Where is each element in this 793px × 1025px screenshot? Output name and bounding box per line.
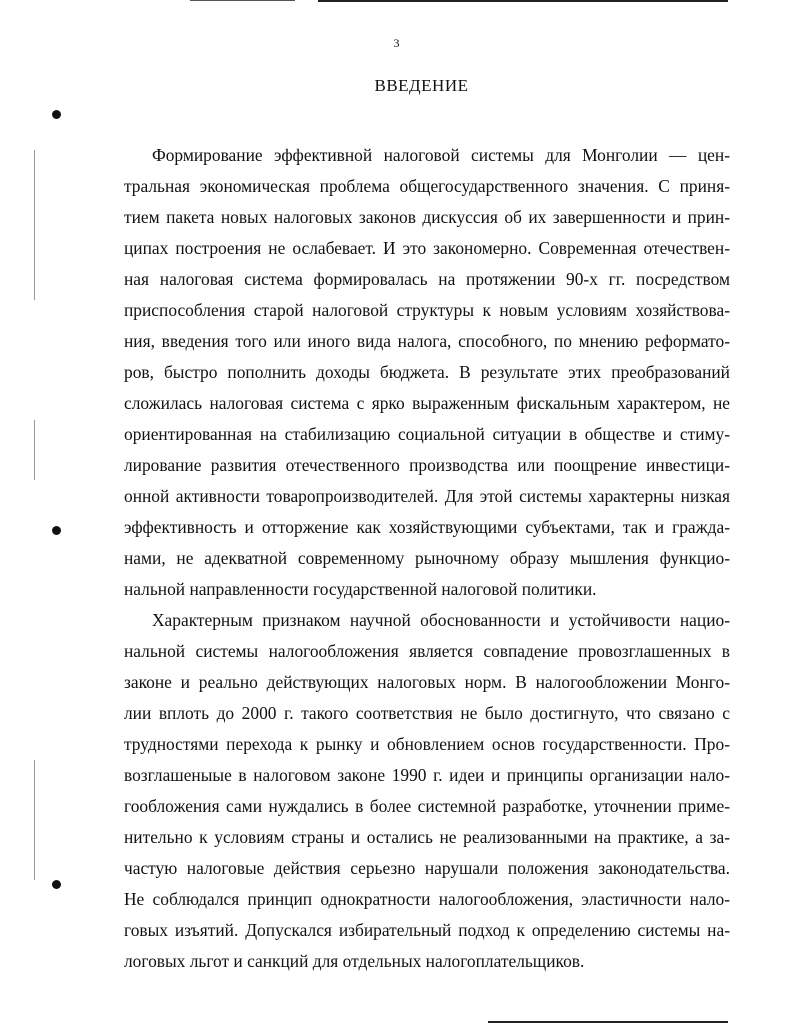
text-line: нальной направленности государственной налоговой политики. <box>124 579 597 599</box>
text-line: логовых льгот и санкций для отдельных налогоплательщиков. <box>124 951 585 971</box>
paragraph-1 <box>124 140 730 605</box>
text-line: частую налоговые действия серьезно нарушали положения законодательства. <box>124 858 730 878</box>
text-line: возглашеныые в налоговом законе 1990 г. идеи и принципы организации нало- <box>124 765 730 785</box>
text-line: ципах построения не ослабевает. И это закономерно. Современная отечествен- <box>124 238 730 258</box>
body-text <box>124 140 730 977</box>
text-line: трудностями перехода к рынку и обновлением основ государственности. Про- <box>124 734 730 754</box>
text-line: приспособления старой налоговой структуры к новым условиям хозяйствова- <box>124 300 730 320</box>
scan-bottom-rule <box>488 1021 728 1023</box>
text-line: онной активности товаропроизводителей. Для этой системы характерны низкая <box>124 486 730 506</box>
text-line: лии вплоть до 2000 г. такого соответствия не было достигнуто, что связано с <box>124 703 730 723</box>
left-margin-line <box>34 760 35 880</box>
scan-top-rule-left <box>190 0 295 1</box>
page-title: ВВЕДЕНИЕ <box>374 76 469 95</box>
text-line: нительно к условиям страны и остались не реализованными на практике, а за- <box>124 827 730 847</box>
text-line: нами, не адекватной современному рыночному образу мышления функцио- <box>124 548 730 568</box>
text-line: гообложения сами нуждались в более системной разработке, уточнении приме- <box>124 796 730 816</box>
text-line: Характерным признаком научной обоснованности и устойчивости нацио- <box>152 610 730 630</box>
text-line: говых изъятий. Допускался избирательный подход к определению системы на- <box>124 920 730 940</box>
binding-hole-mark <box>52 110 61 119</box>
text-line: тием пакета новых налоговых законов дискуссия об их завершенности и прин- <box>124 207 730 227</box>
left-margin-line <box>34 420 35 480</box>
text-line: Формирование эффективной налоговой системы для Монголии — цен- <box>152 145 730 165</box>
paragraph-2 <box>124 605 730 977</box>
scan-top-rule-right <box>318 0 728 2</box>
text-line: ров, быстро пополнить доходы бюджета. В результате этих преобразований <box>124 362 730 382</box>
binding-hole-mark <box>52 880 61 889</box>
text-line: сложилась налоговая система с ярко выраженным фискальным характером, не <box>124 393 730 413</box>
text-line: ная налоговая система формировалась на протяжении 90-х гг. посредством <box>124 269 730 289</box>
text-line: ориентированная на стабилизацию социальной ситуации в обществе и стиму- <box>124 424 730 444</box>
page-number: 3 <box>393 36 400 50</box>
text-line: тральная экономическая проблема общегосударственного значения. С приня- <box>124 176 730 196</box>
binding-hole-mark <box>52 526 61 535</box>
text-line: нальной системы налогообложения является совпадение провозглашенных в <box>124 641 730 661</box>
text-line: лирование развития отечественного производства или поощрение инвестици- <box>124 455 730 475</box>
text-line: Не соблюдался принцип однократности налогообложения, эластичности нало- <box>124 889 730 909</box>
text-line: законе и реально действующих налоговых норм. В налогообложении Монго- <box>124 672 730 692</box>
text-line: ния, введения того или иного вида налога, способного, по мнению реформато- <box>124 331 730 351</box>
left-margin-line <box>34 150 35 300</box>
text-line: эффективность и отторжение как хозяйствующими субъектами, так и гражда- <box>124 517 730 537</box>
